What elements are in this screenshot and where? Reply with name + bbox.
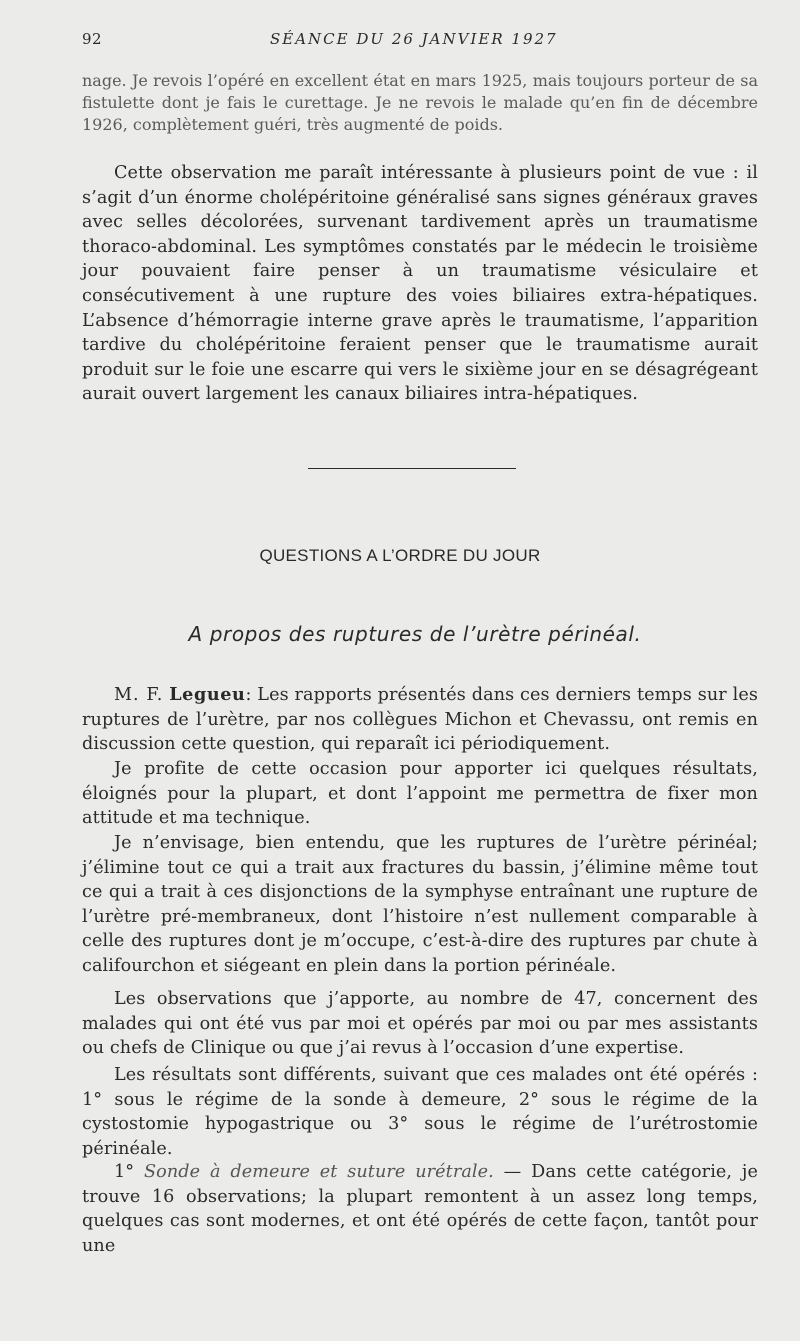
page-number: 92 [82,30,103,48]
article-paragraph-4: Les observations que j’apporte, au nombre de 47, concernent des malades qui ont été vus par moi et opérés par moi ou par mes assistants ou chefs de Clinique ou que j’ai revus à l’occasion d’une expertise. [82,989,758,1059]
page-header [82,30,758,52]
article-paragraph-1 [82,683,758,757]
section-divider [308,468,516,469]
continuation-paragraph: nage. Je revois l’opéré en excellent état en mars 1925, mais toujours porteur de sa fistulette dont je fais le curettage. Je ne revois le malade qu’en fin de décembre 1926, complètement guéri, très augmenté de poids. [82,71,758,134]
paragraph-6-text: — Dans cette catégorie, je trouve 16 observations; la plupart remontent à un assez long temps, quelques cas sont modernes, et ont été opérés de cette façon, tantôt pour une [82,1162,758,1256]
article-title: A propos des ruptures de l’urètre périnéal. [188,622,642,646]
article-paragraph-6 [82,1160,758,1258]
running-title: SÉANCE DU 26 JANVIER 1927 [270,30,558,48]
speaker-surname: Legueu [169,684,246,705]
paragraph-6-title: Sonde à demeure et suture urétrale. [144,1162,494,1182]
speaker-prefix: M. F. [114,685,164,705]
section-heading: QUESTIONS A L’ORDRE DU JOUR [259,546,541,565]
paragraph-1-text: : Les rapports présentés dans ces derniers temps sur les ruptures de l’urètre, par nos collègues Michon et Chevassu, ont remis en discussion cette question, qui reparaît ici périodiquement. [82,685,758,755]
paragraph-6-label: 1° [114,1162,144,1182]
article-paragraph-5: Les résultats sont différents, suivant que ces malades ont été opérés : 1° sous le régime de la sonde à demeure, 2° sous le régime de la cystostomie hypogastrique ou 3° sous le régime de l’urétrostomie périnéale. [82,1065,758,1159]
article-paragraph-2: Je profite de cette occasion pour apporter ici quelques résultats, éloignés pour la plupart, et dont l’appoint me permettra de fixer mon attitude et ma technique. [82,759,758,829]
observation-paragraph: Cette observation me paraît intéressante à plusieurs point de vue : il s’agit d’un énorme cholépéritoine généralisé sans signes généraux graves avec selles décolorées, survenant tardivement après un traumatisme thoraco-abdominal. Les symptômes constatés par le médecin le troisième jour pouvaient faire penser à un traumatisme vésiculaire et consécutivement à une rupture des voies biliaires extra-hépatiques. L’absence d’hémorragie interne grave après le traumatisme, l’apparition tardive du cholépéritoine feraient penser que le traumatisme aurait produit sur le foie une escarre qui vers le sixième jour en se désagrégeant aurait ouvert largement les canaux biliaires intra-hépatiques. [82,163,758,405]
article-paragraph-3: Je n’envisage, bien entendu, que les ruptures de l’urètre périnéal; j’élimine tout ce qui a trait aux fractures du bassin, j’élimine même tout ce qui a trait à ces disjonctions de la symphyse entraînant une rupture de l’urètre pré-membraneux, dont l’histoire n’est nullement comparable à celle des ruptures dont je m’occupe, c’est-à-dire des ruptures par chute à califourchon et siégeant en plein dans la portion périnéale. [82,833,758,976]
